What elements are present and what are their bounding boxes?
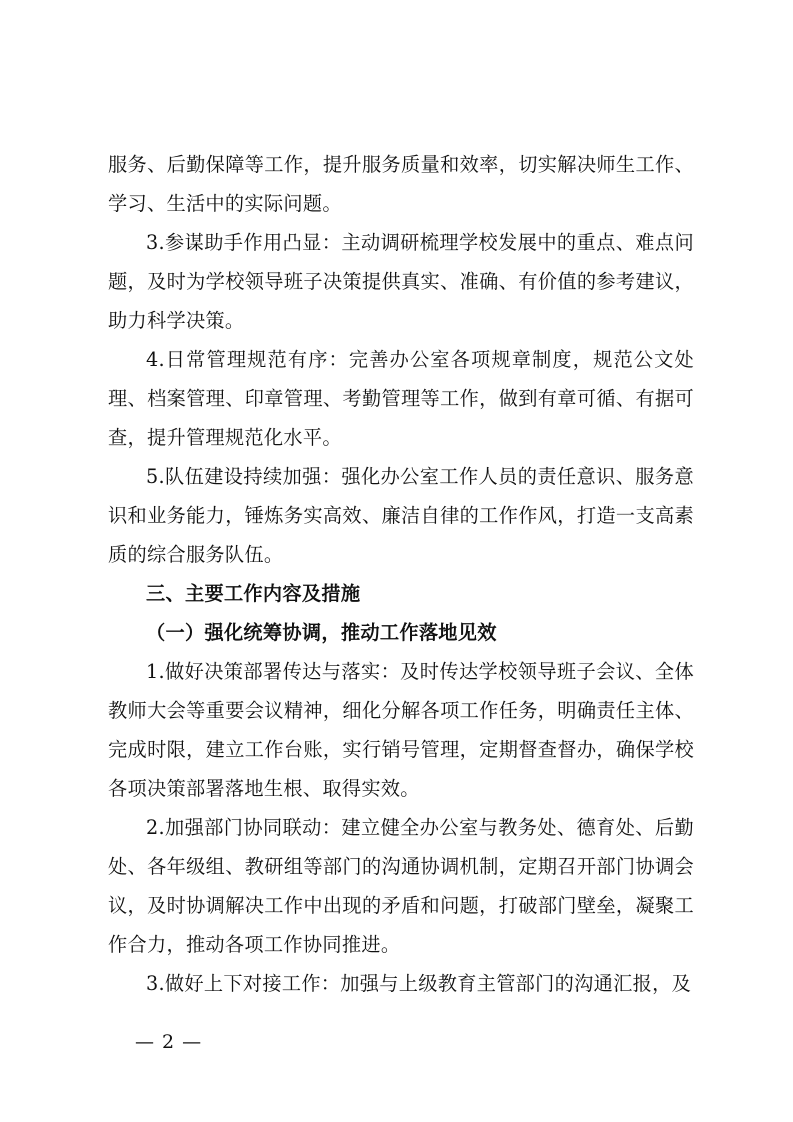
paragraph-measure-1: 1.做好决策部署传达与落实：及时传达学校领导班子会议、全体教师大会等重要会议精神，细化分解各项工作任务，明确责任主体、完成时限，建立工作台账，实行销号管理，定期督查督办，确保学校各项决策部署落地生根、取得实效。 [108,660,694,800]
document-body [108,145,694,1003]
paragraph-measure-3: 3.做好上下对接工作：加强与上级教育主管部门的沟通汇报，及 [146,972,692,995]
paragraph-item-3: 3.参谋助手作用凸显：主动调研梳理学校发展中的重点、难点问题，及时为学校领导班子决策提供真实、准确、有价值的参考建议，助力科学决策。 [108,231,694,332]
section-heading: 三、主要工作内容及措施 [146,582,361,605]
paragraph-item-5: 5.队伍建设持续加强：强化办公室工作人员的责任意识、服务意识和业务能力，锤炼务实高效、廉洁自律的工作作风，打造一支高素质的综合服务队伍。 [108,465,694,566]
paragraph-measure-2: 2.加强部门协同联动：建立健全办公室与教务处、德育处、后勤处、各年级组、教研组等部门的沟通协调机制，定期召开部门协调会议，及时协调解决工作中出现的矛盾和问题，打破部门壁垒，凝聚工作合力，推动各项工作协同推进。 [108,816,694,956]
paragraph-continuation: 服务、后勤保障等工作，提升服务质量和效率，切实解决师生工作、学习、生活中的实际问题。 [108,153,694,215]
page-number: — 2 — [135,1031,203,1053]
paragraph-item-4: 4.日常管理规范有序：完善办公室各项规章制度，规范公文处理、档案管理、印章管理、考勤管理等工作，做到有章可循、有据可查，提升管理规范化水平。 [108,348,694,449]
subsection-heading: （一）强化统筹协调，推动工作落地见效 [146,621,497,644]
